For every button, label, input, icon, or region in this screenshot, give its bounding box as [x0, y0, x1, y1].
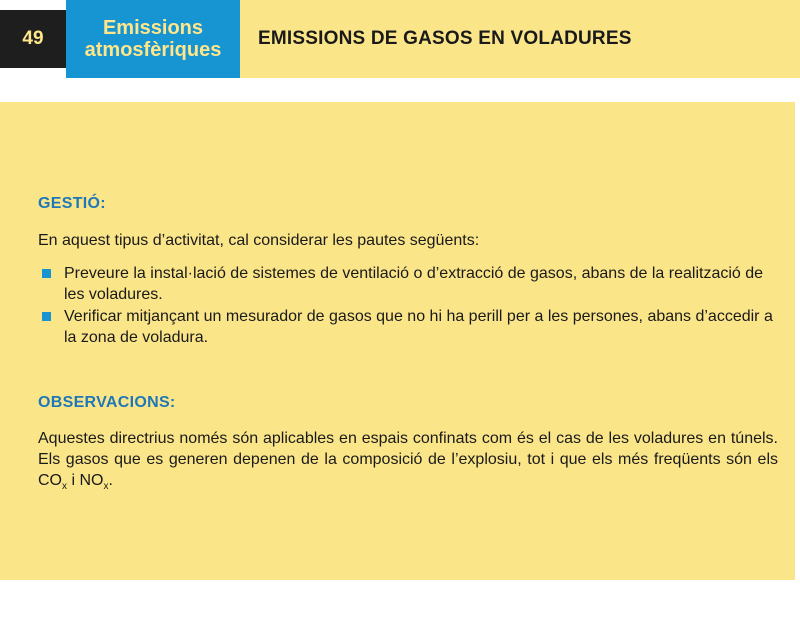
- list-item: [38, 306, 780, 348]
- observacions-heading: OBSERVACIONS:: [38, 394, 176, 411]
- observacions-main: Aquestes directrius només són aplicables en espais confinats com és el cas de les voladures en túnels. Els gasos que es generen depenen de la composició de l’explosiu, tot i que els més freqüents són els CO: [38, 430, 778, 489]
- subscript-x: x: [62, 481, 67, 493]
- list-item: [38, 263, 780, 305]
- gestio-heading: GESTIÓ:: [38, 195, 106, 212]
- page-title: EMISSIONS DE GASOS EN VOLADURES: [258, 28, 632, 49]
- bullet-square-icon: [42, 312, 51, 321]
- category-line-1: Emissions: [102, 17, 204, 39]
- section-number: 49: [0, 10, 66, 68]
- gestio-list: [38, 263, 780, 349]
- category-label: [66, 0, 240, 78]
- observacions-end: .: [108, 472, 113, 489]
- subscript-x: x: [103, 481, 109, 493]
- gestio-intro: En aquest tipus d’activitat, cal considerar les pautes següents:: [38, 232, 480, 249]
- page-header: [0, 0, 800, 78]
- content-panel: [0, 102, 795, 580]
- category-line-2: atmosfèriques: [84, 39, 222, 61]
- observacions-mid: i NO: [67, 472, 104, 489]
- list-item-text: Preveure la instal·lació de sistemes de ventilació o d’extracció de gasos, abans de la realització de les voladures.: [64, 265, 764, 303]
- title-bar: [240, 0, 800, 78]
- bullet-square-icon: [42, 269, 51, 278]
- list-item-text: Verificar mitjançant un mesurador de gasos que no hi ha perill per a les persones, abans d’accedir a la zona de voladura.: [64, 308, 773, 346]
- observacions-text: [38, 428, 778, 497]
